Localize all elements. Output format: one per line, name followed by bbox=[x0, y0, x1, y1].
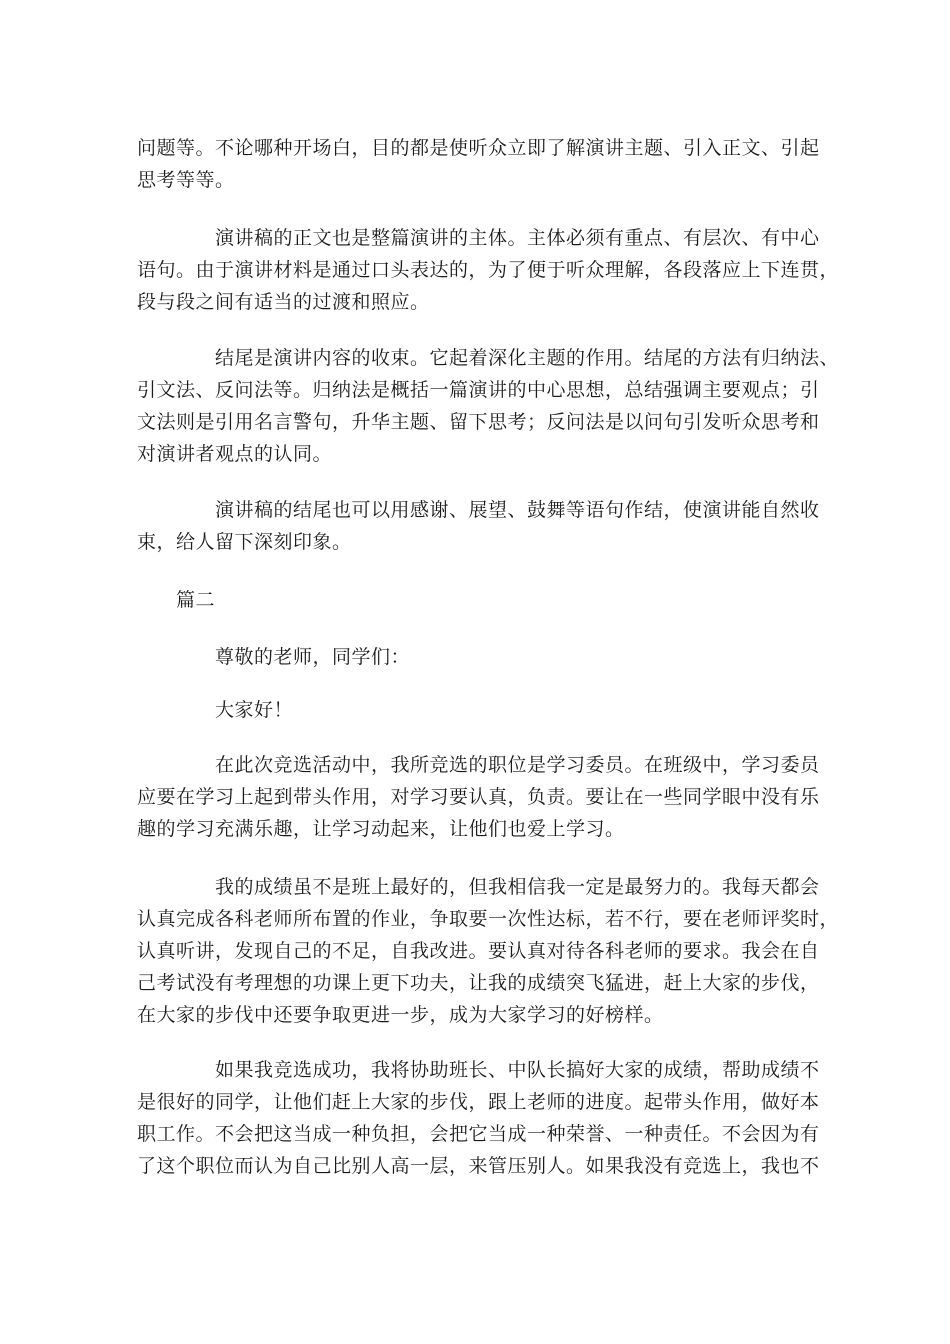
text-line: 认真听讲，发现自己的不足，自我改进。要认真对待各科老师的要求。我会在自 bbox=[137, 940, 820, 962]
text-line: 我的成绩虽不是班上最好的，但我相信我一定是最努力的。我每天都会 bbox=[137, 876, 820, 898]
section-heading bbox=[137, 584, 813, 616]
text-line: 束，给人留下深刻印象。 bbox=[137, 531, 352, 553]
text-line: 语句。由于演讲材料是通过口头表达的，为了便于听众理解，各段落应上下连贯， bbox=[137, 259, 840, 281]
text-line: 己考试没有考理想的功课上更下功夫，让我的成绩突飞猛进，赶上大家的步伐， bbox=[137, 972, 820, 994]
paragraph bbox=[137, 342, 840, 470]
text-line: 了这个职位而认为自己比别人高一层，来管压别人。如果我没有竞选上，我也不 bbox=[137, 1155, 820, 1177]
text-line: 演讲稿的结尾也可以用感谢、展望、鼓舞等语句作结，使演讲能自然收 bbox=[137, 499, 820, 521]
text-line: 思考等等。 bbox=[137, 169, 235, 191]
salutation bbox=[137, 641, 813, 673]
text-line: 问题等。不论哪种开场白，目的都是使听众立即了解演讲主题、引入正文、引起 bbox=[137, 137, 820, 159]
text-line: 尊敬的老师，同学们： bbox=[137, 646, 411, 668]
text-line: 结尾是演讲内容的收束。它起着深化主题的作用。结尾的方法有归纳法、 bbox=[137, 347, 840, 369]
text-line: 应要在学习上起到带头作用，对学习要认真，负责。要让在一些同学眼中没有乐 bbox=[137, 786, 820, 808]
paragraph bbox=[137, 749, 820, 845]
text-line: 演讲稿的正文也是整篇演讲的主体。主体必须有重点、有层次、有中心 bbox=[137, 227, 820, 249]
paragraph bbox=[137, 871, 840, 1031]
text-line: 段与段之间有适当的过渡和照应。 bbox=[137, 291, 430, 313]
text-line: 趣的学习充满乐趣，让学习动起来，让他们也爱上学习。 bbox=[137, 818, 625, 840]
text-line: 引文法、反问法等。归纳法是概括一篇演讲的中心思想，总结强调主要观点；引 bbox=[137, 379, 820, 401]
greeting bbox=[137, 694, 813, 726]
text-line: 对演讲者观点的认同。 bbox=[137, 443, 333, 465]
paragraph bbox=[137, 132, 820, 196]
paragraph bbox=[137, 494, 820, 558]
text-line: 职工作。不会把这当成一种负担，会把它当成一种荣誉、一种责任。不会因为有 bbox=[137, 1123, 820, 1145]
paragraph bbox=[137, 222, 840, 318]
text-line: 如果我竞选成功，我将协助班长、中队长搞好大家的成绩，帮助成绩不 bbox=[137, 1059, 820, 1081]
text-line: 文法则是引用名言警句，升华主题、留下思考；反问法是以问句引发听众思考和 bbox=[137, 411, 820, 433]
text-line: 是很好的同学，让他们赶上大家的步伐，跟上老师的进度。起带头作用，做好本 bbox=[137, 1091, 820, 1113]
text-line: 在此次竞选活动中，我所竞选的职位是学习委员。在班级中，学习委员 bbox=[137, 754, 820, 776]
text-line: 篇二 bbox=[137, 589, 216, 611]
paragraph bbox=[137, 1054, 820, 1182]
text-line: 大家好！ bbox=[137, 699, 294, 721]
text-line: 认真完成各科老师所布置的作业，争取要一次性达标，若不行，要在老师评奖时， bbox=[137, 908, 840, 930]
text-line: 在大家的步伐中还要争取更进一步，成为大家学习的好榜样。 bbox=[137, 1004, 664, 1026]
